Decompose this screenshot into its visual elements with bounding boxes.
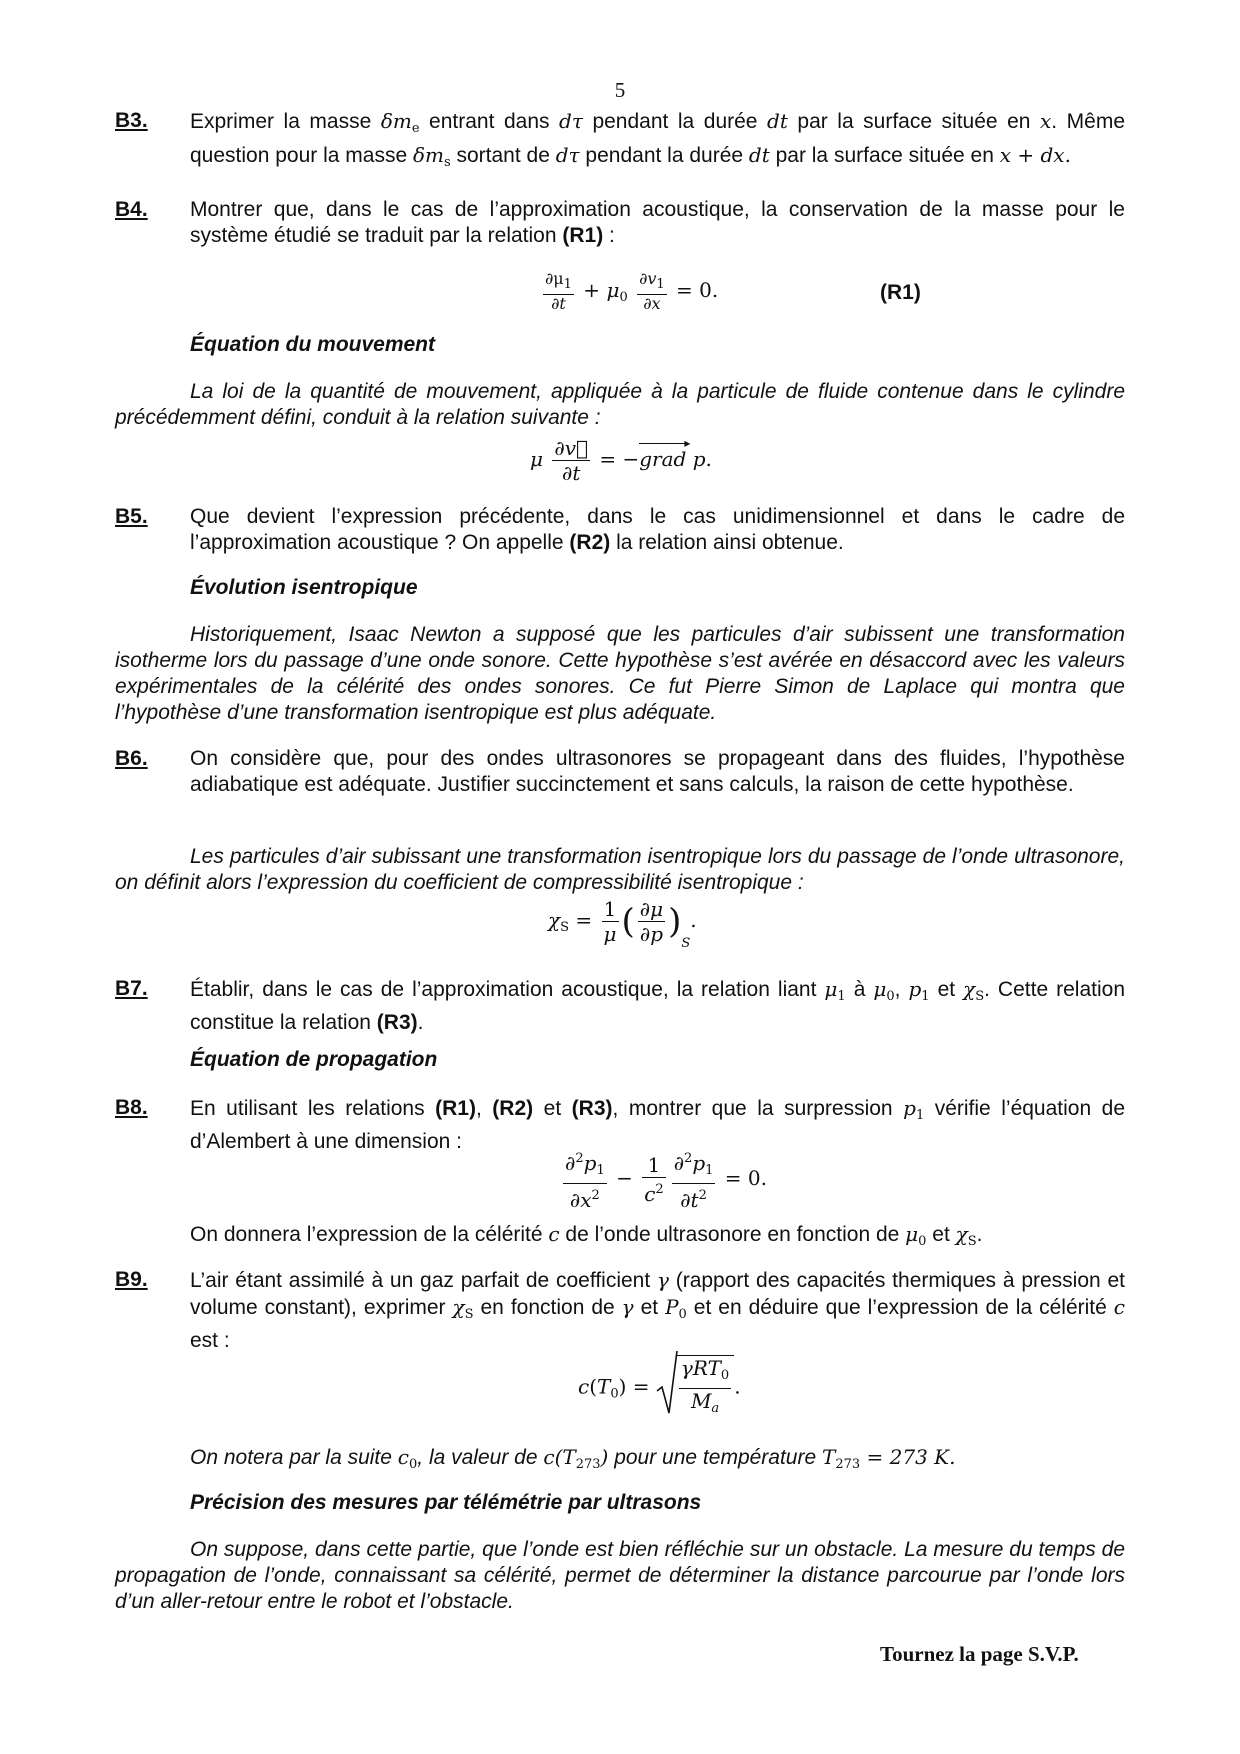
question-b9 xyxy=(115,1267,1125,1354)
question-text: On considère que, pour des ondes ultrasonores se propageant dans des fluides, l’hypothèse adiabatique est adéquate. Justifier succinctement et sans calculs, la raison de cette hypothèse. xyxy=(190,747,1125,796)
question-text: Montrer que, dans le cas de l’approximation acoustique, la conservation de la masse pour le système étudié se traduit par la relation (R1) : xyxy=(190,198,1125,247)
heading-mouvement: Équation du mouvement xyxy=(190,333,436,356)
b9-note xyxy=(115,1444,1125,1478)
question-label: B8. xyxy=(115,1096,148,1119)
question-text: Que devient l’expression précédente, dans le cas unidimensionnel et dans le cadre de l’approximation acoustique ? On appelle (R2) la relation ainsi obtenue. xyxy=(190,505,1125,554)
equation-tag-r1: (R1) xyxy=(880,281,921,304)
heading-precision: Précision des mesures par télémétrie par ultrasons xyxy=(190,1491,702,1514)
equation-celerity: $c(T_0)$ = $\frac{\gamma RT_0}{M_a}$ . xyxy=(578,1355,741,1421)
question-text: Exprimer la masse $\delta m_e$ entrant dans dτ pendant la durée dt par la surface située en x. Même question pour la masse $\delta m_s$ sortant de dτ pendant la durée dt par la surface située en x + dx. xyxy=(190,109,1126,170)
question-b5 xyxy=(115,504,1125,556)
question-label: B6. xyxy=(115,747,148,770)
sqrt-sign xyxy=(656,1349,678,1415)
heading-isentropique: Évolution isentropique xyxy=(190,576,418,599)
question-label: B5. xyxy=(115,505,148,528)
paragraph-isentropique: Historiquement, Isaac Newton a supposé que les particules d’air subissent une transformation isotherme lors du passage d’une onde sonore. Cette hypothèse s’est avérée en désaccord avec les valeurs expérimentales de la célérité des ondes sonores. Ce fut Pierre Simon de Laplace qui montra que l’hypothèse d’une transformation isentropique est plus adéquate. xyxy=(115,623,1125,724)
question-text: Établir, dans le cas de l’approximation acoustique, la relation liant $\mu_1$ à $\mu_0$, $p_1$ et $\chi_S$. Cette relation constitue la relation (R3). xyxy=(190,977,1125,1034)
question-text: En utilisant les relations (R1), (R2) et (R3), montrer que la surpression $p_1$ vérifie l’équation de d’Alembert à une dimension : xyxy=(190,1096,1125,1153)
paragraph-precision: On suppose, dans cette partie, que l’onde est bien réfléchie sur un obstacle. La mesure du temps de propagation de l’onde, connaissant sa célérité, permet de déterminer la distance parcourue par l’onde lors d’un aller-retour entre le robot et l’obstacle. xyxy=(115,1538,1125,1613)
equation-chi: $\chi_S$ = $\frac{1}{\mu}$ ( $\frac{\partial\mu}{\partial p}$ )$_S$. xyxy=(548,897,697,951)
heading-propagation: Équation de propagation xyxy=(190,1048,438,1071)
question-b7 xyxy=(115,976,1125,1036)
question-label: B9. xyxy=(115,1268,148,1291)
question-b6 xyxy=(115,746,1125,798)
paragraph-mouvement: La loi de la quantité de mouvement, appliquée à la particule de fluide contenue dans le cylindre précédemment défini, conduit à la relation suivante : xyxy=(115,380,1125,429)
note-text: On notera par la suite $c_0$, la valeur de $c(T_{273})$ pour une température $T_{273} = 273$ K. xyxy=(190,1445,956,1472)
question-label: B7. xyxy=(115,977,148,1000)
question-b4 xyxy=(115,197,1125,249)
question-label: B3. xyxy=(115,109,148,132)
question-label: B4. xyxy=(115,198,148,221)
equation-dalembert: $\frac{\partial^2p_1}{\partial x^2}$ − $\frac{1}{c^2}$ $\frac{\partial^2p_1}{\partial t^2}$ = 0. xyxy=(560,1147,767,1212)
question-b8 xyxy=(115,1095,1125,1155)
page-number: 5 xyxy=(614,78,626,102)
b8-continuation xyxy=(115,1221,1125,1255)
paragraph-chi: Les particules d’air subissant une transformation isentropique lors du passage de l’onde ultrasonore, on définit alors l’expression du coefficient de compressibilité isentropique : xyxy=(115,845,1125,894)
footer-turn-page: Tournez la page S.V.P. xyxy=(880,1642,1079,1666)
equation-momentum: μ $\frac{\partial v⃗}{\partial t}$ = −grad ▸ p. xyxy=(530,436,712,485)
question-text: L’air étant assimilé à un gaz parfait de coefficient γ (rapport des capacités thermiques à pression et volume constant), exprimer $\chi_S$ en fonction de γ et $P_0$ et en déduire que l’expression de la célérité c est : xyxy=(190,1268,1125,1352)
question-text: On donnera l’expression de la célérité c de l’onde ultrasonore en fonction de $\mu_0$ et $\chi_S$. xyxy=(190,1222,983,1249)
equation-r1: $\frac{\partial\mu_1}{\partial t}$ + $\mu_0$ $\frac{\partial v_1}{\partial x}$ = 0. xyxy=(545,269,719,313)
question-b3 xyxy=(115,108,1125,176)
